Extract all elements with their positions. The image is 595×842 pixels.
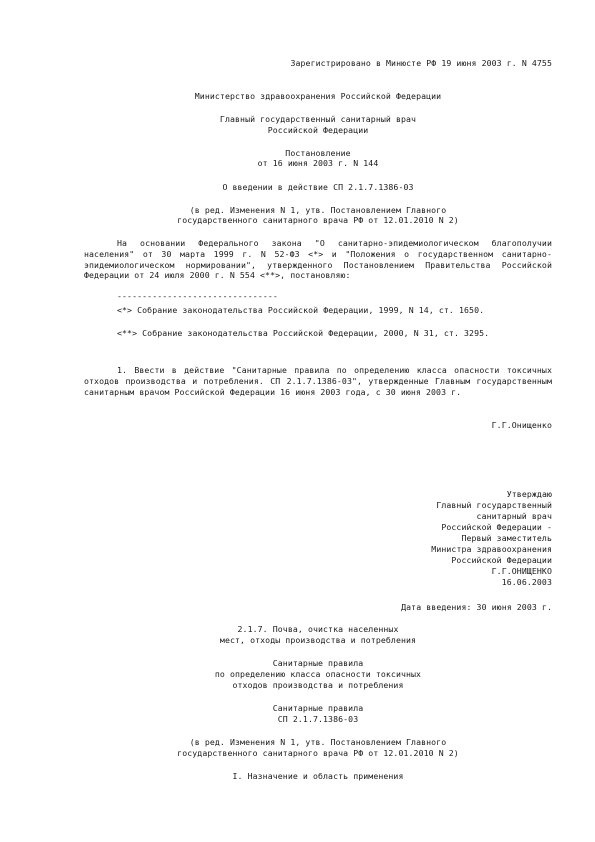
chief-doctor-line-1: Главный государственный санитарный врач — [219, 114, 417, 124]
approval-signatory: Г.Г.ОНИЩЕНКО — [491, 566, 552, 576]
footnote-2: <**> Собрание законодательства Российской Федерации, 2000, N 31, ст. 3295. — [117, 328, 490, 338]
chapter-heading: I. Назначение и область применения — [232, 771, 404, 781]
approval-line: Министра здравоохранения — [431, 544, 552, 554]
rules-code-line-2: СП 2.1.7.1386-03 — [277, 714, 359, 724]
edition-note-2-line-1: (в ред. Изменения N 1, утв. Постановлением Главного — [189, 737, 447, 747]
approval-date: 16.06.2003 — [501, 577, 552, 587]
section-title-line-1: 2.1.7. Почва, очистка населенных — [237, 624, 399, 634]
rules-title-line-1: Санитарные правила — [272, 658, 364, 668]
edition-note-line-1: (в ред. Изменения N 1, утв. Постановлением Главного — [189, 205, 447, 215]
rules-code-line-1: Санитарные правила — [272, 703, 364, 713]
item-1-paragraph: 1. Ввести в действие "Санитарные правила по определению класса опасности токсичных отходов производства и потребления. СП 2.1.7.1386-03", утвержденные Главным государственным санитарным врачом Российской Федерации 16 июня 2003 года, с 30 июня 2003 г. — [84, 365, 552, 397]
footnote-1: <*> Собрание законодательства Российской Федерации, 1999, N 14, ст. 1650. — [117, 305, 485, 315]
resolution-date: от 16 июня 2003 г. N 144 — [257, 158, 379, 168]
section-title-line-2: мест, отходы производства и потребления — [219, 635, 417, 645]
preamble-paragraph: На основании Федерального закона "О санитарно-эпидемиологическом благополучии населения" от 30 марта 1999 г. N 52-ФЗ <*> и "Положения о государственном санитарно-эпидемиологическом нормировании", утвержденного Постановлением Правительства Российской Федерации от 24 июля 2000 г. N 554 <**>, постановляю: — [84, 238, 552, 281]
chief-doctor-line-2: Российской Федерации — [267, 125, 369, 135]
rules-title-line-3: отходов производства и потребления — [232, 680, 404, 690]
approval-line: Первый заместитель — [461, 533, 552, 543]
edition-note-2-line-2: государственного санитарного врача РФ от 12.01.2010 N 2) — [177, 748, 459, 758]
edition-note-line-2: государственного санитарного врача РФ от 12.01.2010 N 2) — [177, 215, 459, 225]
approval-line: Российской Федерации — [451, 555, 552, 565]
resolution-subject: О введении в действие СП 2.1.7.1386-03 — [222, 182, 414, 192]
introduction-date: Дата введения: 30 июня 2003 г. — [401, 602, 552, 612]
footnote-separator: -------------------------------- — [117, 291, 278, 301]
signature: Г.Г.Онищенко — [491, 420, 552, 430]
registration-line: Зарегистрировано в Минюсте РФ 19 июня 2003 г. N 4755 — [290, 58, 552, 68]
approval-line: Утверждаю — [506, 489, 552, 499]
approval-line: санитарный врач — [476, 511, 552, 521]
approval-line: Российской Федерации - — [441, 522, 552, 532]
rules-title-line-2: по определению класса опасности токсичных — [214, 669, 422, 679]
ministry-name: Министерство здравоохранения Российской Федерации — [194, 91, 442, 101]
approval-line: Главный государственный — [436, 500, 552, 510]
resolution-title: Постановление — [285, 148, 351, 158]
